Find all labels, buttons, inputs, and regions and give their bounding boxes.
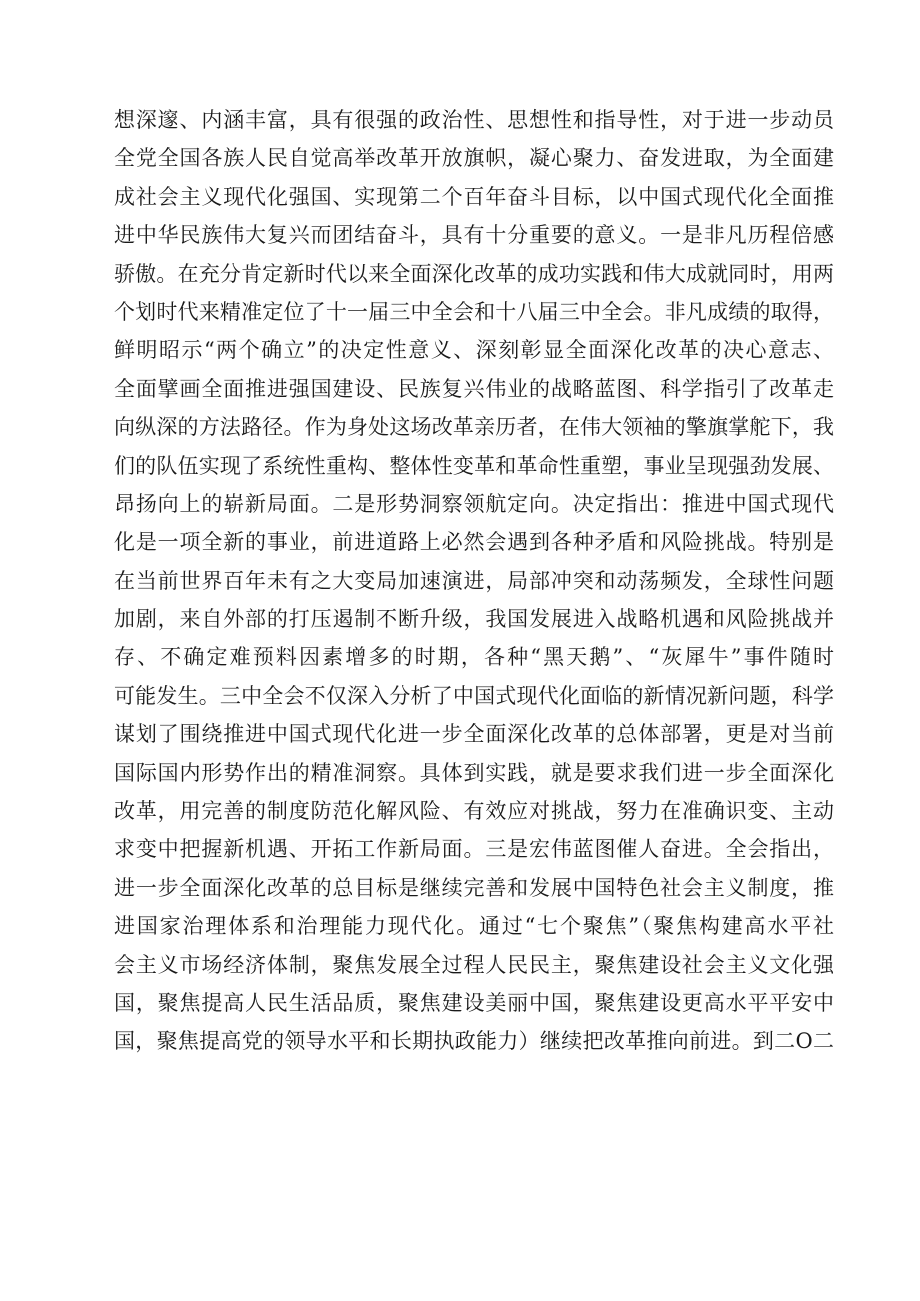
text-line: 们的队伍实现了系统性重构、整体性变革和革命性重塑，事业呈现强劲发展、 xyxy=(114,453,834,478)
text-line: 国，聚焦提高人民生活品质，聚焦建设美丽中国，聚焦建设更高水平平安中 xyxy=(114,990,834,1015)
text-line: 国际国内形势作出的精准洞察。具体到实践，就是要求我们进一步全面深化 xyxy=(114,760,834,785)
text-line: 加剧，来自外部的打压遏制不断升级，我国发展进入战略机遇和风险挑战并 xyxy=(114,607,834,632)
text-line: 进中华民族伟大复兴而团结奋斗，具有十分重要的意义。一是非凡历程倍感 xyxy=(114,223,834,248)
text-line: 存、不确定难预料因素增多的时期，各种“黑天鹅”、“灰犀牛”事件随时 xyxy=(114,645,834,670)
text-line: 个划时代来精准定位了十一届三中全会和十八届三中全会。非凡成绩的取得， xyxy=(114,299,834,324)
text-line: 鲜明昭示“两个确立”的决定性意义、深刻彰显全面深化改革的决心意志、 xyxy=(114,338,834,363)
text-line: 求变中把握新机遇、开拓工作新局面。三是宏伟蓝图催人奋进。全会指出， xyxy=(114,837,834,862)
text-line: 向纵深的方法路径。作为身处这场改革亲历者，在伟大领袖的擎旗掌舵下，我 xyxy=(114,415,834,440)
text-line: 改革，用完善的制度防范化解风险、有效应对挑战，努力在准确识变、主动 xyxy=(114,799,834,824)
body-paragraph xyxy=(114,101,834,1061)
text-line: 想深邃、内涵丰富，具有很强的政治性、思想性和指导性，对于进一步动员 xyxy=(114,108,834,132)
text-line: 会主义市场经济体制，聚焦发展全过程人民民主，聚焦建设社会主义文化强 xyxy=(114,952,834,977)
text-line: 昂扬向上的崭新局面。二是形势洞察领航定向。决定指出：推进中国式现代 xyxy=(114,491,834,516)
text-line: 国，聚焦提高党的领导水平和长期执政能力）继续把改革推向前进。到二O二 xyxy=(114,1029,834,1054)
text-line: 在当前世界百年未有之大变局加速演进，局部冲突和动荡频发，全球性问题 xyxy=(114,568,834,593)
text-line: 可能发生。三中全会不仅深入分析了中国式现代化面临的新情况新问题，科学 xyxy=(114,683,834,708)
text-line: 骄傲。在充分肯定新时代以来全面深化改革的成功实践和伟大成就同时，用两 xyxy=(114,261,834,286)
text-line: 进一步全面深化改革的总目标是继续完善和发展中国特色社会主义制度，推 xyxy=(114,875,834,900)
text-line: 成社会主义现代化强国、实现第二个百年奋斗目标，以中国式现代化全面推 xyxy=(114,184,834,209)
text-line: 谋划了围绕推进中国式现代化进一步全面深化改革的总体部署，更是对当前 xyxy=(114,722,834,747)
text-line: 全党全国各族人民自觉高举改革开放旗帜，凝心聚力、奋发进取，为全面建 xyxy=(114,146,834,171)
text-line: 进国家治理体系和治理能力现代化。通过“七个聚焦”（聚焦构建高水平社 xyxy=(114,914,834,939)
text-line: 全面擘画全面推进强国建设、民族复兴伟业的战略蓝图、科学指引了改革走 xyxy=(114,376,834,401)
text-line: 化是一项全新的事业，前进道路上必然会遇到各种矛盾和风险挑战。特别是 xyxy=(114,530,834,555)
